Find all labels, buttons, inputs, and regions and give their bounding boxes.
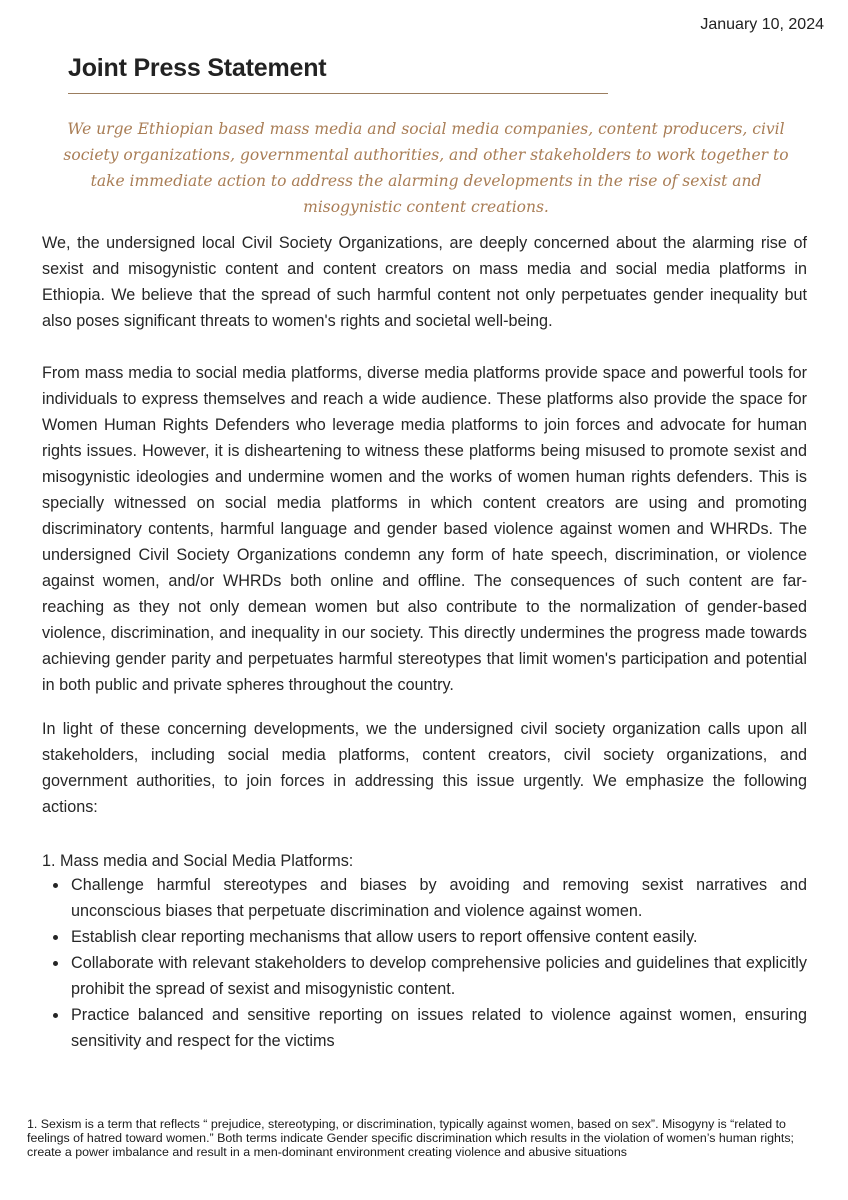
- list-item: [42, 924, 807, 950]
- list-item-text: Establish clear reporting mechanisms that allow users to report offensive content easily.: [71, 928, 698, 946]
- bullet-icon: [53, 883, 58, 888]
- title-divider: [68, 93, 608, 94]
- paragraph-call-to-action: In light of these concerning developments, we the undersigned civil society organization calls upon all stakeholders, including social media platforms, content creators, civil society organizations, and government authorities, to join forces in addressing this issue urgently. We emphasize the following actions:: [42, 720, 807, 816]
- statement-date: January 10, 2024: [700, 16, 824, 33]
- action-list: [42, 872, 807, 1054]
- bullet-icon: [53, 935, 58, 940]
- list-item: [42, 872, 807, 924]
- footnote: 1. Sexism is a term that reflects “ prejudice, stereotyping, or discrimination, typically against women, based on sex”. Misogyny is “related to feelings of hatred toward women.” Both terms indicate Gender specific discrimination which results in the violation of women’s human rights; create a power imbalance and result in a men-dominant environment creating violence and abusive situations: [27, 1117, 794, 1159]
- bullet-icon: [53, 1013, 58, 1018]
- section-title: 1. Mass media and Social Media Platforms:: [42, 852, 354, 870]
- paragraph-media-platforms: From mass media to social media platforms, diverse media platforms provide space and powerful tools for individuals to express themselves and reach a wide audience. These platforms also provide the space for Women Human Rights Defenders who leverage media platforms to join forces and advocate for human rights issues. However, it is disheartening to witness these platforms being misused to promote sexist and misogynistic ideologies and undermine women and the works of women human rights defenders. This is specially witnessed on social media platforms in which content creators are using and promoting discriminatory contents, harmful language and gender based violence against women and WHRDs. The undersigned Civil Society Organizations condemn any form of hate speech, discrimination, or violence against women, and/or WHRDs both online and offline. The consequences of such content are far-reaching as they not only demean women but also contribute to the normalization of gender-based violence, discrimination, and inequality in our society. This directly undermines the progress made towards achieving gender parity and perpetuates harmful stereotypes that limit women's participation and potential in both public and private spheres throughout the country.: [42, 364, 807, 694]
- bullet-icon: [53, 961, 58, 966]
- list-item-text: Challenge harmful stereotypes and biases by avoiding and removing sexist narratives and unconscious biases that perpetuate discrimination and violence against women.: [71, 876, 807, 920]
- page-title: Joint Press Statement: [68, 54, 327, 82]
- list-item-text: Practice balanced and sensitive reporting on issues related to violence against women, ensuring sensitivity and respect for the victims: [71, 1006, 807, 1050]
- list-item-text: Collaborate with relevant stakeholders to develop comprehensive policies and guidelines that explicitly prohibit the spread of sexist and misogynistic content.: [71, 954, 807, 998]
- list-item: [42, 950, 807, 1002]
- list-item: [42, 1002, 807, 1054]
- paragraph-concern: We, the undersigned local Civil Society Organizations, are deeply concerned about the alarming rise of sexist and misogynistic content and content creators on mass media and social media platforms in Ethiopia. We believe that the spread of such harmful content not only perpetuates gender inequality but also poses significant threats to women's rights and societal well-being.: [42, 234, 807, 330]
- lead-statement: We urge Ethiopian based mass media and social media companies, content producers, civil society organizations, governmental authorities, and other stakeholders to work together to take immediate action to address the alarming developments in the rise of sexist and misogynistic content creations.: [63, 120, 789, 216]
